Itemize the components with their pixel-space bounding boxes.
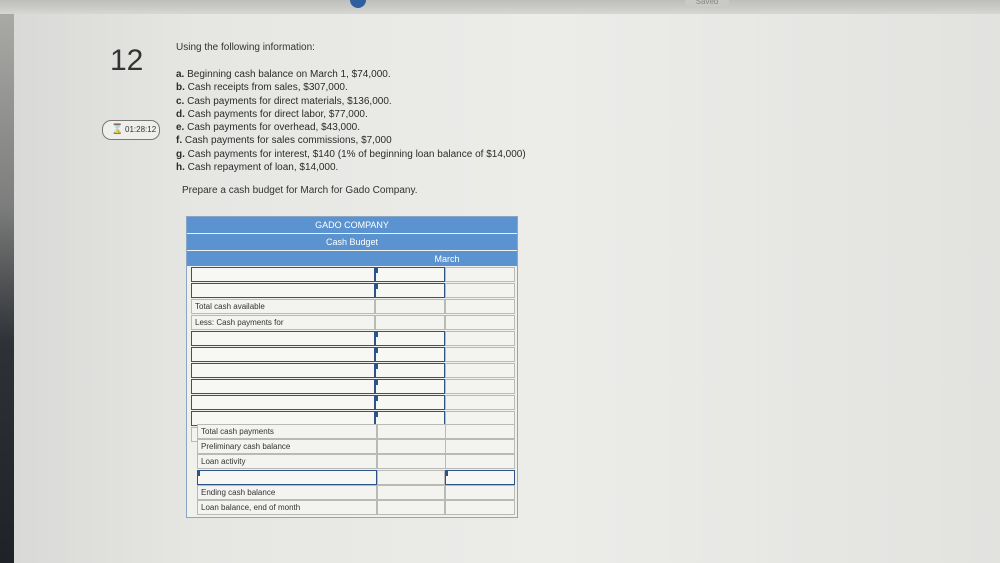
company-name: GADO COMPANY <box>315 220 389 230</box>
payment-amount-input-4[interactable] <box>375 379 445 394</box>
input-marker <box>376 332 378 337</box>
table-header-title <box>187 234 517 250</box>
blank-cell <box>445 331 515 346</box>
payment-label-input-5[interactable] <box>191 395 375 410</box>
timer <box>102 120 160 140</box>
ending-cash-balance-value[interactable] <box>445 485 515 500</box>
blank-cell <box>445 454 515 469</box>
amount-input-1[interactable] <box>375 267 445 282</box>
blank-cell <box>377 454 447 469</box>
row-loan-balance-end: Loan balance, end of month <box>197 500 377 515</box>
input-marker <box>376 268 378 273</box>
info-item-e: e. Cash payments for overhead, $43,000. <box>176 122 361 134</box>
question-number: 12 <box>110 44 144 77</box>
info-icon[interactable] <box>350 0 366 8</box>
row-total-cash-payments: Total cash payments <box>197 424 377 439</box>
payment-amount-input-1[interactable] <box>375 331 445 346</box>
loan-activity-amount-input[interactable] <box>445 470 515 485</box>
table-header-column <box>187 251 517 266</box>
preliminary-balance-value[interactable] <box>445 439 515 454</box>
input-marker <box>376 380 378 385</box>
blank-cell <box>377 485 445 500</box>
payment-amount-input-2[interactable] <box>375 347 445 362</box>
payment-amount-input-5[interactable] <box>375 395 445 410</box>
info-item-a: a. Beginning cash balance on March 1, $74,000. <box>176 69 391 80</box>
payment-amount-input-3[interactable] <box>375 363 445 378</box>
blank-cell <box>445 379 515 394</box>
blank-cell <box>377 439 447 454</box>
label-input-1[interactable] <box>191 267 375 282</box>
blank-cell <box>377 470 445 485</box>
info-item-h: h. Cash repayment of loan, $14,000. <box>176 162 339 174</box>
blank-cell <box>445 347 515 362</box>
total-cell-1 <box>445 267 515 282</box>
info-item-c: c. Cash payments for direct materials, $136,000. <box>176 95 392 107</box>
info-item-f: f. Cash payments for sales commissions, $7,000 <box>176 135 392 147</box>
loan-activity-label-input[interactable] <box>197 470 377 485</box>
blank-cell <box>445 395 515 410</box>
payment-label-input-3[interactable] <box>191 363 375 378</box>
label-input-2[interactable] <box>191 283 375 298</box>
amount-input-2[interactable] <box>375 283 445 298</box>
info-list <box>176 68 526 174</box>
problem-prompt: Prepare a cash budget for March for Gado Company. <box>182 185 418 196</box>
loan-balance-value[interactable] <box>445 500 515 515</box>
saved-status: Saved <box>685 0 729 8</box>
payment-label-input-1[interactable] <box>191 331 375 346</box>
input-marker <box>376 364 378 369</box>
table-header-company <box>187 217 517 233</box>
input-marker <box>376 396 378 401</box>
cash-budget-table <box>186 216 518 518</box>
total-cash-payments-value[interactable] <box>377 424 447 439</box>
left-edge-strip <box>0 14 14 563</box>
blank-cell <box>375 315 445 330</box>
total-cash-available-value[interactable] <box>445 299 515 314</box>
input-marker <box>446 471 448 476</box>
info-item-g: g. Cash payments for interest, $140 (1% of beginning loan balance of $14,000) <box>176 148 526 160</box>
input-marker <box>376 412 378 417</box>
total-cash-payments-total[interactable] <box>445 424 515 439</box>
blank-cell <box>445 363 515 378</box>
budget-title: Cash Budget <box>325 237 379 247</box>
blank-cell <box>377 500 445 515</box>
input-marker <box>376 284 378 289</box>
column-header-march: March <box>434 254 460 264</box>
blank-cell <box>375 299 445 314</box>
timer-value: 01:28:12 <box>125 125 157 134</box>
payment-label-input-2[interactable] <box>191 347 375 362</box>
total-cell-2 <box>445 283 515 298</box>
row-ending-cash-balance: Ending cash balance <box>197 485 377 500</box>
payment-label-input-4[interactable] <box>191 379 375 394</box>
row-total-cash-available: Total cash available <box>191 299 375 314</box>
info-item-b: b. Cash receipts from sales, $307,000. <box>176 82 348 94</box>
row-less-cash-payments: Less: Cash payments for <box>191 315 375 330</box>
input-marker <box>198 471 200 476</box>
row-loan-activity: Loan activity <box>197 454 377 469</box>
row-preliminary-cash-balance: Preliminary cash balance <box>197 439 377 454</box>
hourglass-icon: ⌛ <box>111 124 124 135</box>
info-item-d: d. Cash payments for direct labor, $77,000. <box>176 108 368 120</box>
input-marker <box>376 348 378 353</box>
problem-intro: Using the following information: <box>176 42 315 53</box>
browser-top-bar <box>0 0 1000 14</box>
blank-cell <box>445 315 515 330</box>
